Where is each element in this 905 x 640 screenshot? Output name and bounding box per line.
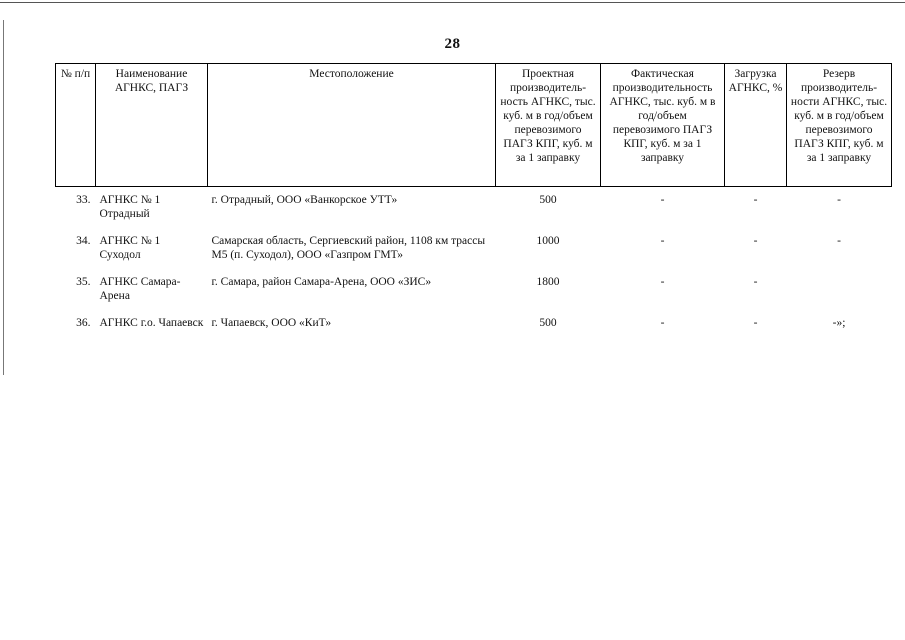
row-num: 36. — [76, 317, 91, 329]
row-num: 33. — [76, 194, 91, 206]
row-reserve: - — [837, 194, 841, 206]
row-name: АГНКС № 1 Суходол — [99, 235, 161, 261]
row-location: Самарская область, Сергиевский район, 1108 км трассы М5 (п. Суходол), ООО «Газпром ГМТ» — [211, 235, 486, 261]
row-load: - — [753, 235, 758, 247]
page-number: 28 — [444, 36, 461, 52]
row-reserve: -»; — [832, 317, 846, 329]
row-reserve: - — [837, 235, 841, 247]
table-header-row — [56, 64, 892, 187]
table-row — [56, 187, 892, 229]
row-load: - — [753, 194, 758, 206]
gas-stations-table — [55, 63, 892, 351]
row-actual-capacity: - — [660, 276, 665, 288]
row-load: - — [753, 276, 758, 288]
table-row — [56, 269, 892, 310]
row-location: г. Чапаевск, ООО «КиТ» — [211, 317, 332, 329]
row-name: АГНКС Самара-Арена — [99, 276, 181, 302]
header-name: Наименование АГНКС, ПАГЗ — [96, 64, 208, 187]
row-design-capacity: 500 — [539, 317, 557, 329]
row-location: г. Отрадный, ООО «Ванкорское УТТ» — [211, 194, 398, 206]
row-num: 35. — [76, 276, 91, 288]
table-row — [56, 228, 892, 269]
header-location: Местоположение — [208, 64, 496, 187]
row-actual-capacity: - — [660, 235, 665, 247]
left-margin-line — [3, 20, 4, 375]
top-border-line — [0, 2, 905, 3]
header-num: № п/п — [56, 64, 96, 187]
row-actual-capacity: - — [660, 317, 665, 329]
row-location: г. Самара, район Самара-Арена, ООО «ЗИС» — [211, 276, 432, 288]
table-row — [56, 310, 892, 351]
header-reserve: Резерв производитель-ности АГНКС, тыс. куб. м в год/объем перевозимого ПАГЗ КПГ, куб. м за 1 заправку — [787, 64, 892, 187]
row-design-capacity: 1000 — [536, 235, 560, 247]
row-design-capacity: 500 — [539, 194, 557, 206]
row-design-capacity: 1800 — [536, 276, 560, 288]
header-load: Загрузка АГНКС, % — [725, 64, 787, 187]
header-actual-capacity: Фактическая производительность АГНКС, тыс. куб. м в год/объем перевозимого ПАГЗ КПГ, куб. м за 1 заправку — [601, 64, 725, 187]
row-actual-capacity: - — [660, 194, 665, 206]
row-load: - — [753, 317, 758, 329]
row-reserve — [787, 269, 892, 310]
row-num: 34. — [76, 235, 91, 247]
row-name: АГНКС г.о. Чапаевск — [99, 317, 204, 329]
header-design-capacity: Проектная производитель-ность АГНКС, тыс. куб. м в год/объем перевозимого ПАГЗ КПГ, куб. м за 1 заправку — [496, 64, 601, 187]
row-name: АГНКС № 1 Отрадный — [99, 194, 161, 220]
